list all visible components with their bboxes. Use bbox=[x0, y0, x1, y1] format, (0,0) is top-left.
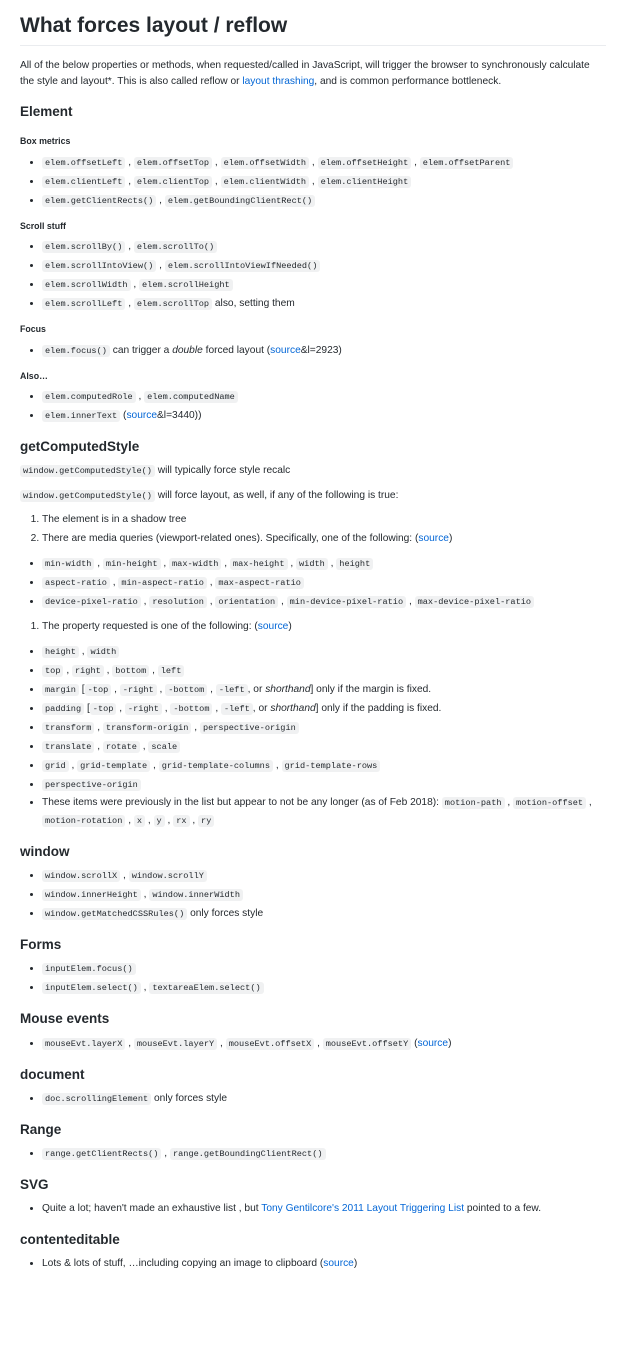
code-snippet: elem.scrollLeft bbox=[42, 298, 125, 310]
separator: , bbox=[156, 260, 165, 272]
source-link[interactable]: source bbox=[418, 533, 449, 544]
mouse-events-heading: Mouse events bbox=[20, 1011, 110, 1027]
code-snippet: transform bbox=[42, 722, 94, 734]
code-snippet: max-aspect-ratio bbox=[215, 577, 304, 589]
properties-list bbox=[20, 642, 606, 830]
separator: , bbox=[63, 665, 72, 676]
code-snippet: elem.scrollWidth bbox=[42, 279, 131, 291]
separator: , bbox=[189, 815, 199, 826]
list-item: • doc.scrollingElement only forces style bbox=[42, 1089, 606, 1108]
range-list bbox=[20, 1144, 606, 1163]
emphasis: double bbox=[172, 344, 203, 356]
code-snippet: -top bbox=[85, 684, 112, 696]
separator: , bbox=[504, 797, 514, 808]
code-snippet: ry bbox=[198, 815, 214, 827]
separator: , bbox=[125, 1037, 134, 1049]
separator: , bbox=[120, 870, 129, 882]
code-snippet: -left bbox=[221, 703, 253, 715]
separator: , bbox=[160, 558, 169, 569]
list-item bbox=[42, 237, 606, 256]
list-item: 1. The element is in a shadow tree bbox=[42, 510, 606, 529]
list-item bbox=[42, 866, 606, 885]
separator: , bbox=[130, 279, 140, 291]
list-item: • elem.innerText (source&l=3440)) bbox=[42, 406, 606, 425]
separator: , bbox=[273, 760, 282, 771]
separator: , bbox=[156, 194, 165, 206]
code-snippet: window.getComputedStyle() bbox=[20, 490, 155, 502]
element-heading: Element bbox=[20, 103, 73, 119]
code-snippet: -right bbox=[125, 703, 162, 715]
separator: , bbox=[206, 596, 216, 607]
code-snippet: mouseEvt.offsetX bbox=[226, 1038, 315, 1050]
code-snippet: motion-rotation bbox=[42, 815, 125, 827]
code-snippet: height bbox=[42, 646, 79, 658]
code-snippet: range.getClientRects() bbox=[42, 1148, 161, 1160]
code-snippet: elem.scrollTo() bbox=[134, 241, 217, 253]
forms-heading: Forms bbox=[20, 937, 62, 953]
code-snippet: motion-offset bbox=[513, 797, 586, 809]
list-item bbox=[42, 775, 606, 794]
document-list bbox=[20, 1089, 606, 1108]
separator: , bbox=[406, 596, 415, 607]
getcomputedstyle-heading: getComputedStyle bbox=[20, 439, 140, 455]
code-snippet: width bbox=[296, 558, 328, 570]
code-snippet: elem.computedRole bbox=[42, 391, 136, 403]
separator: , bbox=[125, 175, 134, 187]
code-snippet: -top bbox=[90, 703, 117, 715]
paragraph: window.getComputedStyle() will typically force style recalc bbox=[20, 464, 606, 479]
list-item bbox=[42, 959, 606, 978]
separator: , bbox=[287, 558, 296, 569]
svg-heading: SVG bbox=[20, 1176, 49, 1192]
code-snippet: mouseEvt.layerX bbox=[42, 1038, 125, 1050]
scroll-stuff-heading: Scroll stuff bbox=[20, 220, 66, 231]
separator: , bbox=[206, 577, 216, 588]
source-link[interactable]: source bbox=[270, 344, 301, 356]
layout-thrashing-link[interactable]: layout thrashing bbox=[242, 76, 315, 88]
code-snippet: elem.clientHeight bbox=[318, 176, 412, 188]
code-snippet: rotate bbox=[103, 741, 140, 753]
intro-paragraph bbox=[20, 58, 606, 90]
code-snippet: left bbox=[158, 665, 185, 677]
source-link[interactable]: source bbox=[257, 621, 289, 632]
separator: , bbox=[212, 156, 221, 168]
separator: , bbox=[109, 577, 119, 588]
separator: , bbox=[309, 175, 318, 187]
separator: , bbox=[217, 1037, 226, 1049]
list-item: • These items were previously in the list but appear to not be any longer (as of Feb 2018): motion-path , motion-offset , motion-rotation , x , y , rx , ry bbox=[42, 794, 606, 830]
intro-text-end: , and is common performance bottleneck. bbox=[314, 76, 502, 88]
code-snippet: elem.offsetWidth bbox=[221, 157, 310, 169]
code-snippet: scale bbox=[148, 741, 180, 753]
list-item bbox=[42, 172, 606, 191]
code-snippet: window.innerWidth bbox=[149, 889, 243, 901]
code-snippet: max-height bbox=[230, 558, 288, 570]
list-item bbox=[42, 294, 606, 313]
separator: , bbox=[586, 797, 592, 808]
code-snippet: elem.scrollIntoView() bbox=[42, 260, 156, 272]
list-item bbox=[42, 1144, 606, 1163]
code-snippet: grid bbox=[42, 760, 69, 772]
list-item bbox=[42, 978, 606, 997]
list-item bbox=[42, 573, 606, 592]
also-heading: Also… bbox=[20, 370, 48, 381]
emphasis: shorthand bbox=[265, 684, 311, 695]
layout-triggering-list-link[interactable]: Tony Gentilcore's 2011 Layout Triggering List bbox=[261, 1203, 465, 1215]
code-snippet: elem.scrollIntoViewIfNeeded() bbox=[165, 260, 321, 272]
separator: , bbox=[140, 889, 150, 901]
list-item bbox=[42, 718, 606, 737]
code-snippet: grid-template bbox=[77, 760, 150, 772]
code-snippet: inputElem.select() bbox=[42, 982, 141, 994]
code-snippet: padding bbox=[42, 703, 84, 715]
code-snippet: mouseEvt.offsetY bbox=[323, 1038, 412, 1050]
separator: , bbox=[125, 815, 134, 826]
window-heading: window bbox=[20, 844, 70, 859]
code-snippet: elem.offsetTop bbox=[134, 157, 212, 169]
separator: , bbox=[68, 760, 78, 771]
source-link[interactable]: source bbox=[323, 1258, 354, 1270]
separator: , bbox=[125, 298, 134, 310]
code-snippet: max-width bbox=[169, 558, 221, 570]
list-item bbox=[42, 592, 606, 611]
code-snippet: elem.scrollHeight bbox=[139, 279, 233, 291]
box-metrics-heading: Box metrics bbox=[20, 136, 71, 147]
separator: , bbox=[309, 156, 318, 168]
code-snippet: elem.clientWidth bbox=[221, 176, 310, 188]
code-snippet: range.getBoundingClientRect() bbox=[170, 1148, 326, 1160]
code-snippet: elem.innerText bbox=[42, 410, 120, 422]
separator: , bbox=[278, 596, 287, 607]
list-item: • padding [ -top , -right , -bottom , -left , or shorthand] only if the padding is fixed. bbox=[42, 699, 606, 718]
list-item: • window.getMatchedCSSRules() only forces style bbox=[42, 904, 606, 923]
code-snippet: elem.focus() bbox=[42, 345, 110, 357]
box-metrics-list bbox=[20, 153, 606, 210]
separator: , bbox=[140, 596, 150, 607]
code-snippet: width bbox=[87, 646, 119, 658]
document-heading: document bbox=[20, 1066, 85, 1082]
separator: , bbox=[327, 558, 337, 569]
code-snippet: window.getMatchedCSSRules() bbox=[42, 908, 187, 920]
code-snippet: rx bbox=[173, 815, 189, 827]
source-link[interactable]: source bbox=[126, 410, 158, 422]
source-link[interactable]: source bbox=[417, 1037, 449, 1049]
code-snippet: min-width bbox=[42, 558, 94, 570]
code-snippet: aspect-ratio bbox=[42, 577, 110, 589]
code-snippet: transform-origin bbox=[103, 722, 192, 734]
list-item: • Quite a lot; haven't made an exhaustive list , but Tony Gentilcore's 2011 Layout Triggering List pointed to a few. bbox=[42, 1199, 606, 1218]
separator: , bbox=[125, 156, 134, 168]
list-item bbox=[42, 737, 606, 756]
code-snippet: min-device-pixel-ratio bbox=[287, 596, 406, 608]
separator: , bbox=[125, 241, 134, 253]
separator: , bbox=[150, 760, 159, 771]
conditions-list bbox=[20, 510, 606, 548]
contenteditable-heading: contenteditable bbox=[20, 1232, 120, 1248]
list-item bbox=[42, 554, 606, 573]
code-snippet: window.scrollX bbox=[42, 870, 120, 882]
separator: , bbox=[164, 815, 174, 826]
list-item bbox=[42, 191, 606, 210]
list-item bbox=[42, 756, 606, 775]
separator: , bbox=[140, 982, 150, 994]
code-snippet: orientation bbox=[215, 596, 278, 608]
scroll-stuff-list bbox=[20, 237, 606, 313]
focus-list bbox=[20, 341, 606, 360]
code-snippet: y bbox=[154, 815, 165, 827]
contenteditable-list bbox=[20, 1254, 606, 1273]
code-snippet: -bottom bbox=[165, 684, 207, 696]
code-snippet: inputElem.focus() bbox=[42, 963, 136, 975]
list-item bbox=[42, 256, 606, 275]
separator: , bbox=[221, 558, 230, 569]
code-snippet: device-pixel-ratio bbox=[42, 596, 141, 608]
focus-heading: Focus bbox=[20, 324, 46, 335]
code-snippet: translate bbox=[42, 741, 94, 753]
separator: , bbox=[94, 558, 103, 569]
code-snippet: max-device-pixel-ratio bbox=[415, 596, 534, 608]
mouse-events-list bbox=[20, 1034, 606, 1053]
separator: , bbox=[314, 1037, 323, 1049]
code-snippet: elem.computedName bbox=[144, 391, 238, 403]
separator: , bbox=[191, 722, 200, 733]
separator: , bbox=[161, 1147, 170, 1159]
list-item bbox=[42, 387, 606, 406]
code-snippet: textareaElem.select() bbox=[149, 982, 263, 994]
intro-text: All of the below properties or methods, when requested/called in JavaScript, will trigger the browser to synchronously calculate the style and layout*. This is also called reflow or bbox=[20, 60, 590, 88]
separator: , bbox=[149, 665, 158, 676]
code-snippet: elem.getBoundingClientRect() bbox=[165, 195, 315, 207]
emphasis: shorthand bbox=[270, 703, 316, 714]
code-snippet: min-aspect-ratio bbox=[118, 577, 207, 589]
code-snippet: margin bbox=[42, 684, 79, 696]
code-snippet: perspective-origin bbox=[200, 722, 299, 734]
code-snippet: elem.offsetHeight bbox=[318, 157, 412, 169]
list-item: • elem.focus() can trigger a double forced layout (source&l=2923) bbox=[42, 341, 606, 360]
list-item: 1. The property requested is one of the following: (source) bbox=[42, 617, 606, 636]
separator: , bbox=[103, 665, 113, 676]
code-snippet: elem.clientTop bbox=[134, 176, 212, 188]
code-snippet: -right bbox=[120, 684, 157, 696]
code-snippet: elem.offsetParent bbox=[420, 157, 514, 169]
page-title: What forces layout / reflow bbox=[20, 0, 606, 46]
code-snippet: doc.scrollingElement bbox=[42, 1093, 151, 1105]
code-snippet: -left bbox=[216, 684, 248, 696]
media-queries-list bbox=[20, 554, 606, 611]
code-snippet: height bbox=[336, 558, 373, 570]
code-snippet: window.innerHeight bbox=[42, 889, 141, 901]
code-snippet: window.scrollY bbox=[129, 870, 207, 882]
code-snippet: window.getComputedStyle() bbox=[20, 465, 155, 477]
property-condition-list bbox=[20, 617, 606, 636]
forms-list bbox=[20, 959, 606, 997]
list-item: • margin [ -top , -right , -bottom , -left , or shorthand] only if the margin is fixed. bbox=[42, 680, 606, 699]
also-list bbox=[20, 387, 606, 425]
code-snippet: elem.scrollTop bbox=[134, 298, 212, 310]
list-item-text: also, setting them bbox=[212, 298, 295, 310]
code-snippet: right bbox=[72, 665, 104, 677]
code-snippet: elem.offsetLeft bbox=[42, 157, 125, 169]
separator: , bbox=[139, 741, 149, 752]
code-snippet: elem.clientLeft bbox=[42, 176, 125, 188]
separator: , bbox=[94, 722, 103, 733]
svg-list bbox=[20, 1199, 606, 1218]
separator: , bbox=[135, 391, 145, 403]
code-snippet: top bbox=[42, 665, 63, 677]
list-item bbox=[42, 661, 606, 680]
code-snippet: min-height bbox=[103, 558, 161, 570]
separator: , bbox=[78, 646, 88, 657]
code-snippet: mouseEvt.layerY bbox=[134, 1038, 217, 1050]
paragraph: window.getComputedStyle() will force layout, as well, if any of the following is true: bbox=[20, 489, 606, 504]
separator: , bbox=[411, 156, 420, 168]
separator: , bbox=[94, 741, 103, 752]
list-item: 2. There are media queries (viewport-related ones). Specifically, one of the following: (source) bbox=[42, 529, 606, 548]
code-snippet: bottom bbox=[112, 665, 149, 677]
list-item: • mouseEvt.layerX , mouseEvt.layerY , mouseEvt.offsetX , mouseEvt.offsetY (source) bbox=[42, 1034, 606, 1053]
list-item bbox=[42, 275, 606, 294]
code-snippet: grid-template-columns bbox=[159, 760, 273, 772]
list-item bbox=[42, 642, 606, 661]
list-item: • Lots & lots of stuff, …including copying an image to clipboard (source) bbox=[42, 1254, 606, 1273]
code-snippet: resolution bbox=[149, 596, 207, 608]
code-snippet: motion-path bbox=[442, 797, 505, 809]
code-snippet: elem.getClientRects() bbox=[42, 195, 156, 207]
range-heading: Range bbox=[20, 1121, 62, 1137]
code-snippet: grid-template-rows bbox=[282, 760, 381, 772]
separator: , bbox=[212, 175, 221, 187]
code-snippet: elem.scrollBy() bbox=[42, 241, 125, 253]
window-list bbox=[20, 866, 606, 923]
code-snippet: perspective-origin bbox=[42, 779, 141, 791]
code-snippet: -bottom bbox=[170, 703, 212, 715]
separator: , bbox=[145, 815, 154, 826]
list-item bbox=[42, 885, 606, 904]
code-snippet: x bbox=[134, 815, 145, 827]
list-item bbox=[42, 153, 606, 172]
